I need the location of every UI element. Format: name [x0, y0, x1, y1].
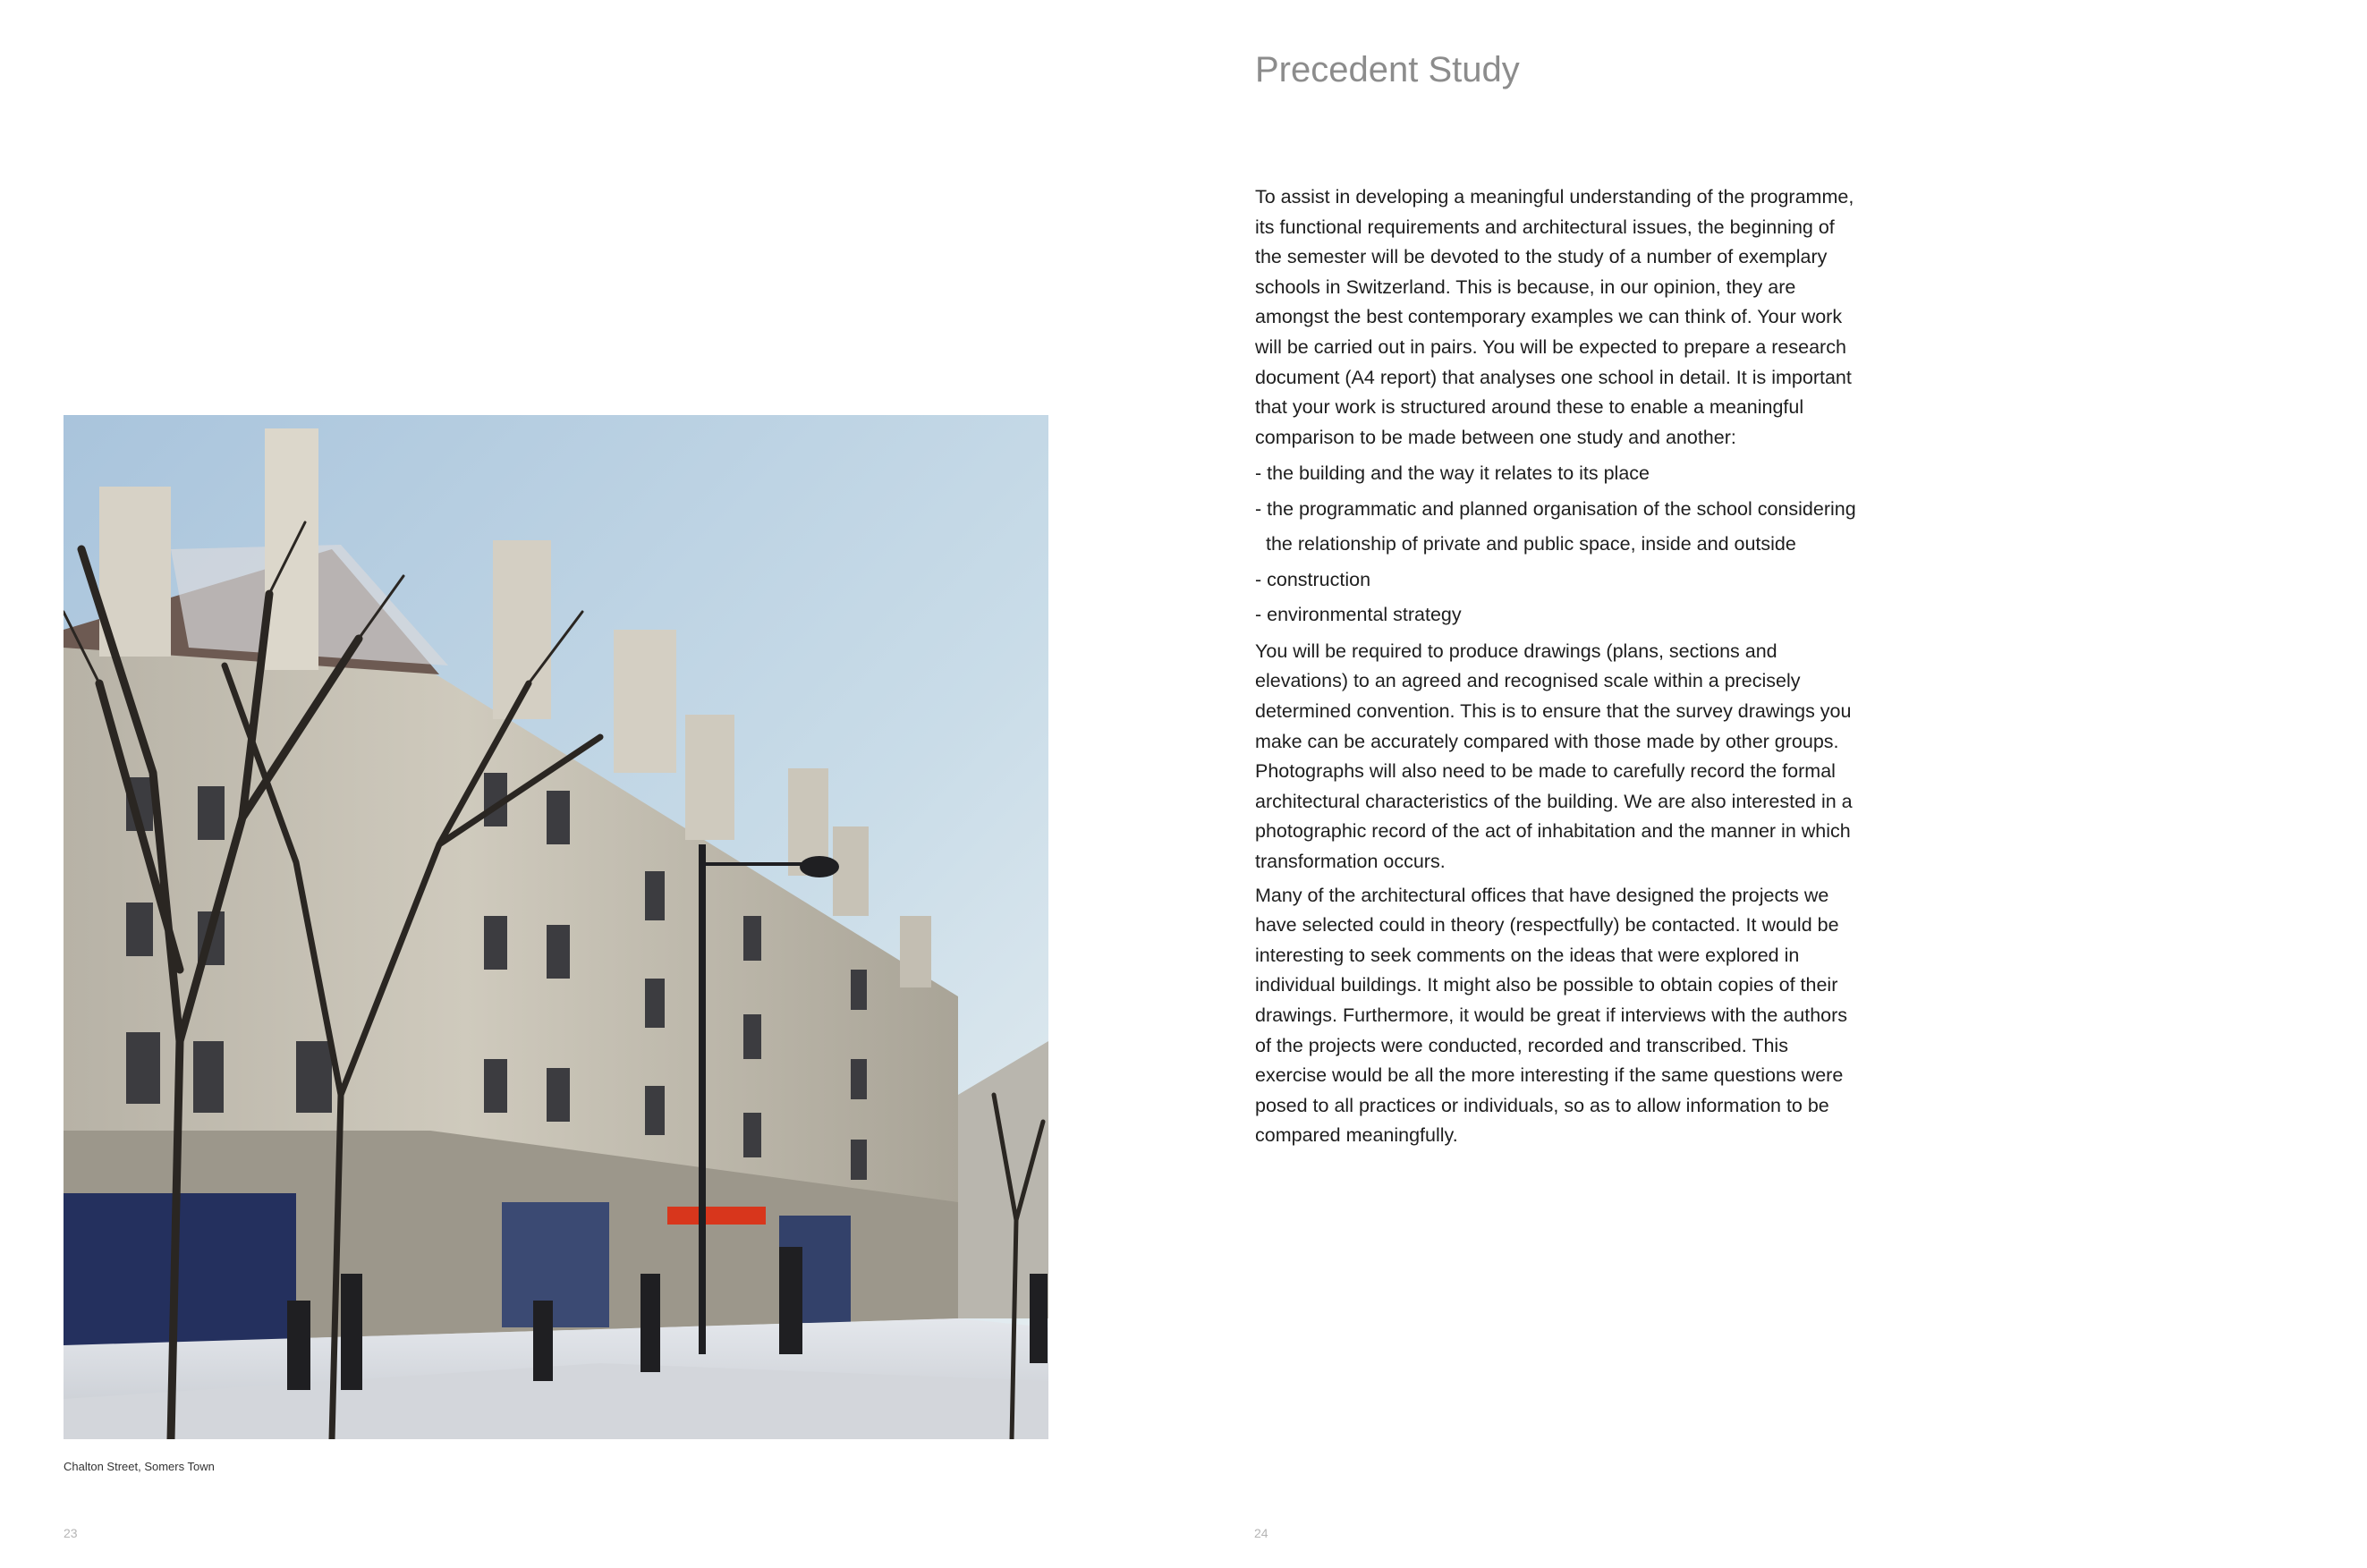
paragraph-drawings: You will be required to produce drawings (plans, sections and elevations) to an agreed and recognised scale within a precisely determined convention. This is to ensure that the survey drawings you make can be accurately compared with those made by other groups. Photographs will also need to be made to carefully record the formal architectural characteristics of the building. We are also interested in a photographic record of the act of inhabitation and the manner in which transformation occurs. [1255, 640, 1853, 872]
page-title: Precedent Study [1255, 50, 1520, 89]
list-item: - the programmatic and planned organisation of the school considering the relationship of private and public space, inside and outside [1255, 497, 1856, 555]
body-text [1255, 182, 1863, 1151]
building-photo-icon [64, 415, 1048, 1439]
list-item: - environmental strategy [1255, 604, 1462, 626]
paragraph-intro: To assist in developing a meaningful understanding of the programme, its functional requirements and architectural issues, the beginning of the semester will be devoted to the study of a number of exemplary schools in Switzerland. This is because, in our opinion, they are amongst the best contemporary examples we can think of. Your work will be carried out in pairs. You will be expected to prepare a research document (A4 report) that analyses one school in detail. It is important that your work is structured around these to enable a meaningful comparison to be made between one study and another: [1255, 186, 1854, 448]
list-item: - construction [1255, 568, 1371, 590]
paragraph-offices: Many of the architectural offices that have designed the projects we have selected could in theory (respectfully) be contacted. It would be interesting to seek comments on the ideas that were explored in individual buildings. It might also be possible to obtain copies of their drawings. Furthermore, it would be great if interviews with the authors of the projects were conducted, recorded and transcribed. This exercise would be all the more interesting if the same questions were posed to all practices or individuals, so as to allow information to be compared meaningfully. [1255, 884, 1848, 1147]
right-page [1184, 0, 2367, 1568]
page-number-right: 24 [1254, 1526, 1268, 1540]
photo-caption: Chalton Street, Somers Town [64, 1460, 215, 1473]
study-topics-list [1255, 456, 1863, 633]
page-number-left: 23 [64, 1526, 78, 1540]
building-photograph [64, 415, 1048, 1439]
list-item: - the building and the way it relates to its place [1255, 462, 1650, 485]
